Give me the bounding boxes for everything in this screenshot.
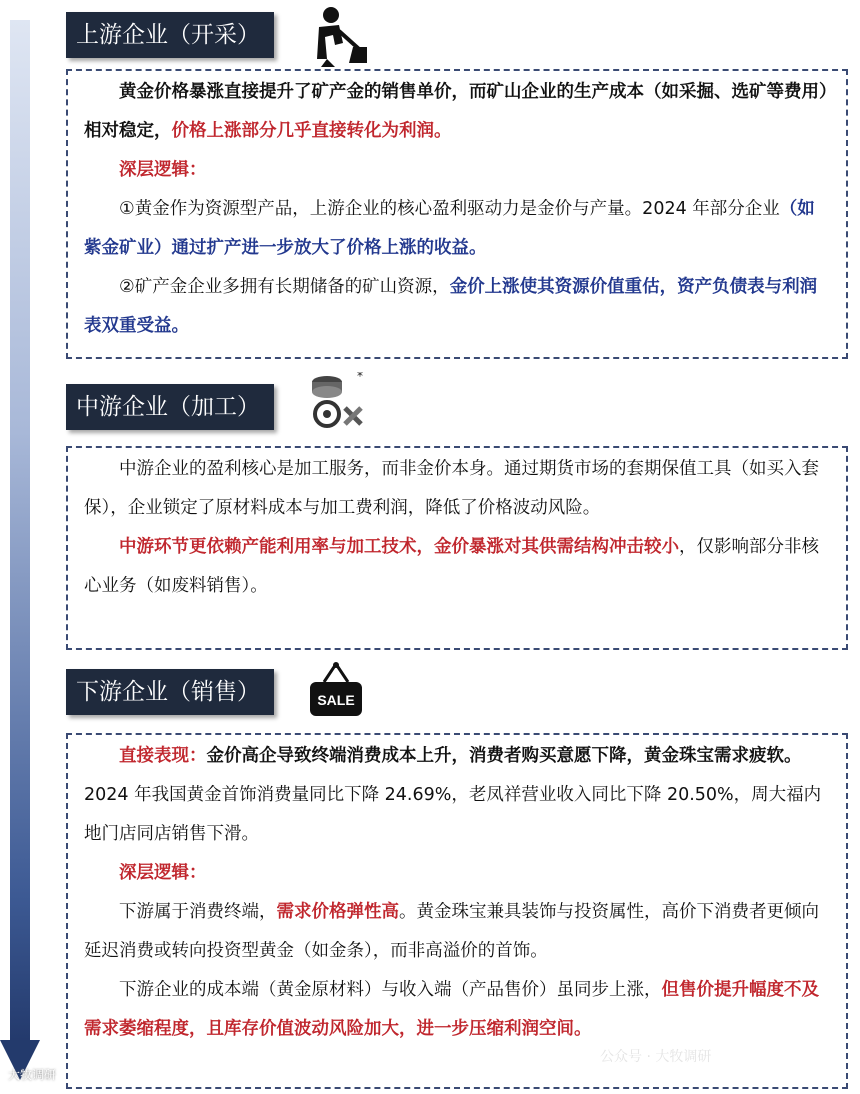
- miner-shovel-icon: [305, 3, 371, 73]
- downstream-logic-label: 深层逻辑：: [119, 863, 207, 883]
- upstream-p1-highlight: 价格上涨部分几乎直接转化为利润。: [171, 121, 452, 141]
- midstream-paragraph-2: [84, 528, 830, 606]
- downstream-paragraph-3: [84, 971, 830, 1049]
- upstream-paragraph-1: [84, 73, 830, 151]
- sale-tag-label: SALE: [317, 692, 355, 708]
- section-title-text: 下游企业（销售）: [76, 679, 260, 705]
- section-title-upstream: [66, 12, 274, 58]
- downstream-p1-text: 2024 年我国黄金首饰消费量同比下降 24.69%，老凤祥营业收入同比下降 20.50%，周大福内地门店同店销售下滑。: [84, 785, 822, 844]
- downstream-direct-label: 直接表现：: [119, 746, 207, 766]
- processing-gear-icon: [305, 372, 371, 436]
- midstream-p2-highlight: 中游环节更依赖产能利用率与加工技术，金价暴涨对其供需结构冲击较小: [119, 537, 679, 557]
- downstream-p3-text: 下游企业的成本端（黄金原材料）与收入端（产品售价）虽同步上涨，: [119, 980, 662, 1000]
- downstream-p1-bold: 金价高企导致终端消费成本上升，消费者购买意愿下降，黄金珠宝需求疲软。: [206, 746, 802, 766]
- upstream-logic-label: 深层逻辑：: [119, 160, 207, 180]
- section-title-text: 中游企业（加工）: [76, 394, 260, 420]
- midstream-p2-text: ，仅影响部分非核心业务（如废料销售）。: [84, 537, 819, 596]
- downstream-p3-highlight: 但售价提升幅度不及需求萎缩程度，且库存价值波动风险加大，进一步压缩利润空间。: [84, 980, 819, 1039]
- flow-arrow-bar: [10, 20, 30, 1050]
- downstream-paragraph-2: [84, 893, 830, 971]
- downstream-paragraph-1: [84, 737, 830, 854]
- upstream-p2-highlight: （如紫金矿业）通过扩产进一步放大了价格上涨的收益。: [84, 199, 815, 258]
- upstream-paragraph-3: [84, 268, 830, 346]
- midstream-paragraph-1: 中游企业的盈利核心是加工服务，而非金价本身。通过期货市场的套期保值工具（如买入套保），企业锁定了原材料成本与加工费利润，降低了价格波动风险。: [84, 459, 819, 518]
- upstream-p3-highlight: 金价上涨使其资源价值重估，资产负债表与利润表双重受益。: [84, 277, 818, 336]
- upstream-paragraph-2: [84, 190, 830, 268]
- sale-tag-icon: [306, 660, 366, 724]
- watermark-right: 公众号 · 大牧调研: [600, 1049, 712, 1065]
- watermark-left: 大牧调研: [8, 1068, 57, 1082]
- svg-text:*: *: [357, 372, 363, 383]
- section-box-downstream: [66, 733, 848, 1089]
- section-box-midstream: [66, 446, 848, 650]
- downstream-p2-text-a: 下游属于消费终端，: [119, 902, 277, 922]
- section-title-downstream: [66, 669, 274, 715]
- upstream-p3-text: ②矿产金企业多拥有长期储备的矿山资源，: [119, 277, 450, 297]
- downstream-p2-text-c: 。黄金珠宝兼具装饰与投资属性，高价下消费者更倾向延迟消费或转向投资型黄金（如金条），而非高溢价的首饰。: [84, 902, 819, 961]
- upstream-p1-text: 黄金价格暴涨直接提升了矿产金的销售单价，而矿山企业的生产成本（如采掘、选矿等费用）相对稳定，: [84, 82, 828, 141]
- downstream-p2-highlight: 需求价格弹性高: [276, 902, 399, 922]
- section-title-midstream: [66, 384, 274, 430]
- upstream-p2-text: ①黄金作为资源型产品，上游企业的核心盈利驱动力是金价与产量。2024 年部分企业: [119, 199, 780, 219]
- section-box-upstream: [66, 69, 848, 359]
- section-title-text: 上游企业（开采）: [76, 22, 260, 48]
